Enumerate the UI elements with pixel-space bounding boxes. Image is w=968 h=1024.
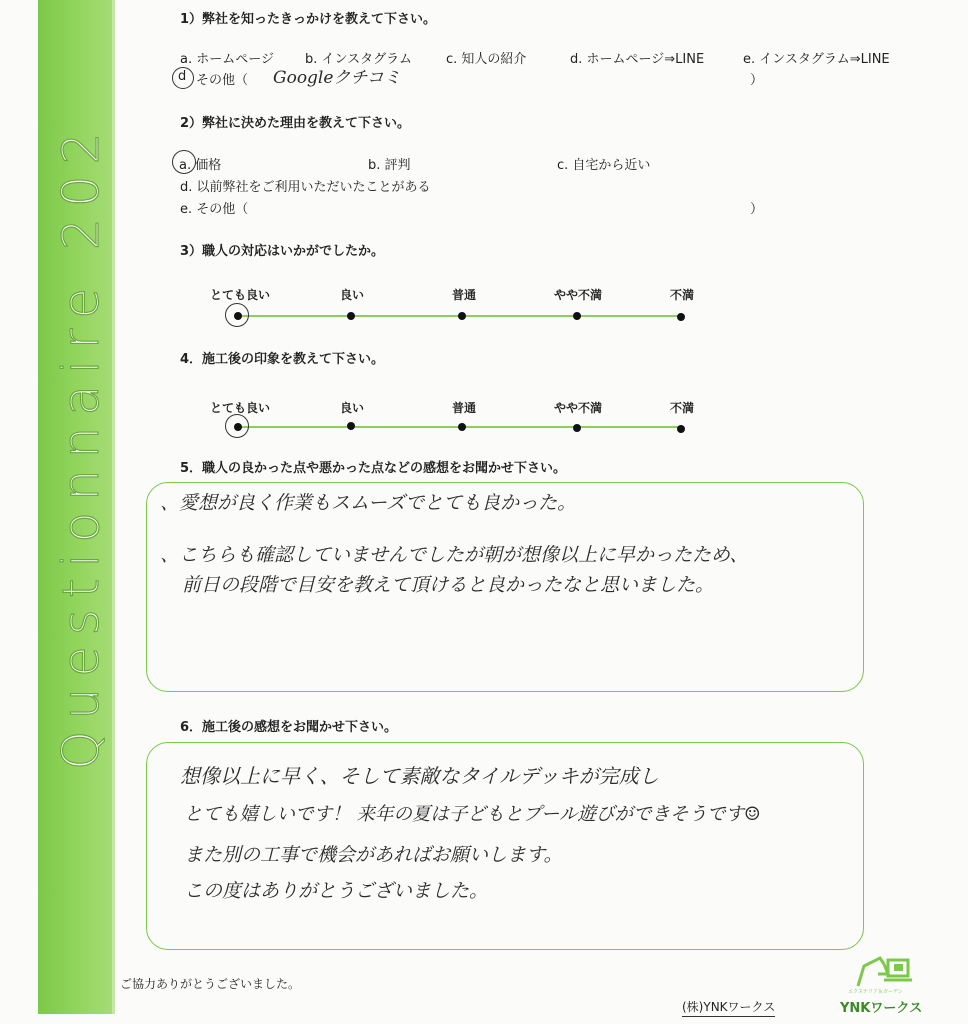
q5-heading: 5．職人の良かった点や悪かった点などの感想をお聞かせ下さい。 (180, 461, 567, 476)
q6-answer-line: とても嬉しいです！ 来年の夏は子どもとプール遊びができそうです☺ (184, 804, 761, 825)
logo-text: YNKワークス (840, 1001, 923, 1016)
q4-scale-dot[interactable] (458, 423, 466, 431)
q3-scale-dot[interactable] (458, 312, 466, 320)
q3-scale-dot[interactable] (573, 312, 581, 320)
excavator-logo-icon (854, 950, 916, 990)
q3-scale-label: とても良い (209, 288, 271, 302)
q3-scale-label: 良い (339, 288, 365, 302)
q4-scale-dot[interactable] (677, 425, 685, 433)
q1-other-answer[interactable]: Googleクチコミ (273, 68, 401, 88)
sidebar-title: Questionnaire 202 (52, 121, 110, 770)
q5-answer-line: 、こちらも確認していませんでしたが朝が想像以上に早かったため、 (160, 544, 749, 566)
sidebar-divider (112, 0, 115, 1014)
q6-answer-line: 想像以上に早く、そして素敵なタイルデッキが完成し (180, 764, 659, 788)
q1-heading: 1）弊社を知ったきっかけを教えて下さい。 (180, 12, 437, 27)
q3-heading: 3）職人の対応はいかがでしたか。 (180, 244, 385, 259)
q1-option-d[interactable]: d. ホームページ⇒LINE (570, 52, 705, 67)
footer-company: (株)YNKワークス (682, 998, 775, 1017)
q2-option-a[interactable]: a. 価格 (179, 158, 222, 173)
q1-option-b[interactable]: b. インスタグラム (305, 52, 412, 67)
q2-option-e[interactable]: e. その他（ (180, 202, 249, 217)
q4-scale-label: 不満 (669, 401, 695, 415)
q3-scale-label: やや不満 (553, 288, 603, 302)
q2-option-d[interactable]: d. 以前弊社をご利用いただいたことがある (180, 180, 431, 195)
logo-subtitle: エクステリア＆ガーデン (848, 989, 903, 995)
q5-answer-line: 、愛想が良く作業もスムーズでとても良かった。 (160, 492, 577, 514)
q4-scale-dot[interactable] (573, 424, 581, 432)
q3-scale-dot[interactable] (347, 312, 355, 320)
q2-option-c[interactable]: c. 自宅から近い (557, 158, 651, 173)
q4-heading: 4．施工後の印象を教えて下さい。 (180, 352, 385, 367)
q3-selected-circle (225, 303, 249, 327)
q4-scale-label: やや不満 (553, 401, 603, 415)
q5-answer-line: 前日の段階で目安を教えて頂けると良かったなと思いました。 (182, 574, 715, 596)
q3-scale-dot[interactable] (677, 313, 685, 321)
q2-close-paren: ） (750, 202, 764, 217)
q1-close-paren: ） (750, 73, 764, 88)
q4-selected-circle (225, 414, 249, 438)
footer-thanks: ご協力ありがとうございました。 (120, 977, 301, 991)
q1-option-a[interactable]: a. ホームページ (180, 52, 274, 67)
q4-scale-label: 良い (339, 401, 365, 415)
q2-option-b[interactable]: b. 評判 (368, 158, 411, 173)
q1-other-letter: d (178, 69, 187, 84)
q1-option-c[interactable]: c. 知人の紹介 (446, 52, 527, 67)
q4-scale-dot[interactable] (347, 422, 355, 430)
q1-option-e[interactable]: e. インスタグラム⇒LINE (743, 52, 890, 67)
q6-answer-line: また別の工事で機会があればお願いします。 (184, 844, 563, 866)
q4-scale-label: 普通 (451, 401, 477, 415)
q6-answer-line: この度はありがとうございました。 (184, 880, 489, 902)
q4-scale-label: とても良い (209, 401, 271, 415)
q1-other-label: その他（ (196, 73, 249, 88)
q3-scale-label: 不満 (669, 288, 695, 302)
q3-scale-label: 普通 (451, 288, 477, 302)
q6-heading: 6．施工後の感想をお聞かせ下さい。 (180, 720, 398, 735)
q2-heading: 2）弊社に決めた理由を教えて下さい。 (180, 116, 411, 131)
